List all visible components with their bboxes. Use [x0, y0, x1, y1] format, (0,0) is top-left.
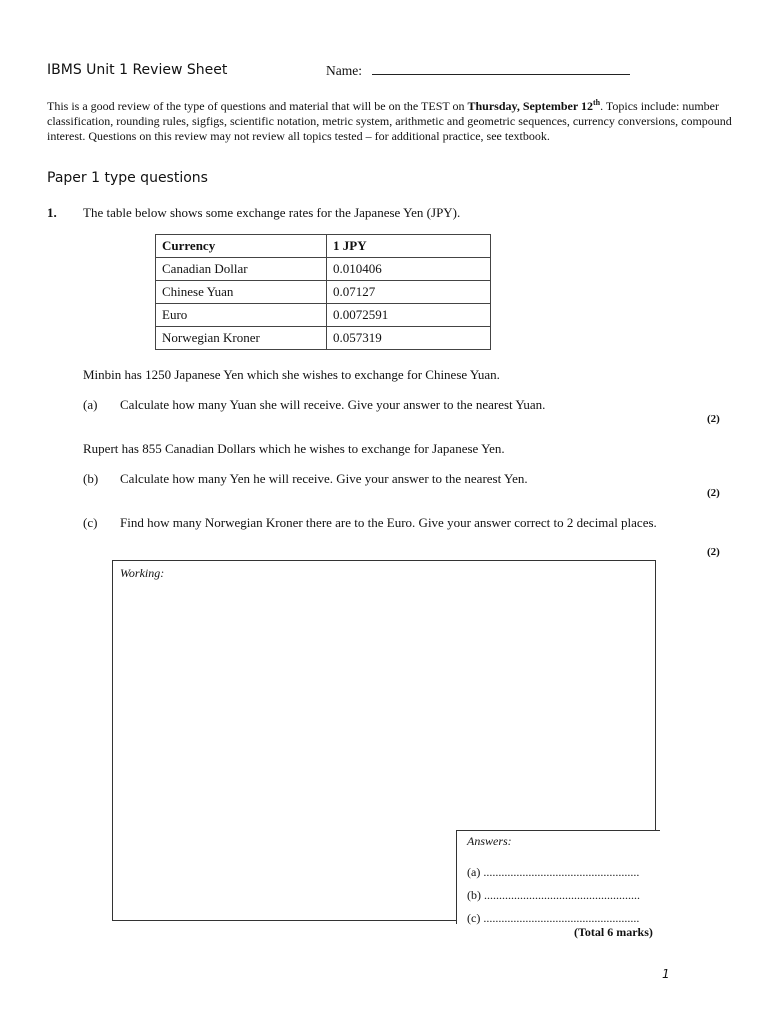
question-number: 1.: [47, 205, 57, 220]
answer-line-b[interactable]: (b) ....................................................: [467, 888, 640, 902]
answer-line-c[interactable]: (c) ....................................................: [467, 911, 640, 925]
table-cell: Norwegian Kroner: [156, 327, 327, 350]
table-header: 1 JPY: [327, 235, 491, 258]
table-cell: Canadian Dollar: [156, 258, 327, 281]
section-heading: Paper 1 type questions: [47, 170, 208, 186]
part-c-marks: (2): [707, 546, 720, 558]
table-header-row: [156, 235, 491, 258]
exchange-rate-table: [155, 234, 491, 350]
table-row: [156, 327, 491, 350]
name-blank-line[interactable]: [372, 64, 630, 75]
intro-text: This is a good review of the type of questions and material that will be on the TEST on: [47, 99, 465, 113]
table-cell: 0.057319: [327, 327, 491, 350]
context-a: Minbin has 1250 Japanese Yen which she wishes to exchange for Chinese Yuan.: [83, 367, 500, 382]
table-row: [156, 258, 491, 281]
part-a-text: Calculate how many Yuan she will receive. Give your answer to the nearest Yuan.: [120, 397, 546, 412]
context-b: Rupert has 855 Canadian Dollars which he wishes to exchange for Japanese Yen.: [83, 441, 505, 456]
part-b-text: Calculate how many Yen he will receive. Give your answer to the nearest Yen.: [120, 471, 528, 486]
total-marks: (Total 6 marks): [574, 925, 653, 939]
page-number: 1: [662, 967, 670, 981]
working-label: Working:: [120, 566, 165, 580]
part-c-label: (c): [83, 515, 98, 530]
name-field[interactable]: [326, 63, 630, 79]
name-label: Name:: [326, 63, 362, 78]
answer-line-a[interactable]: (a) ....................................................: [467, 865, 640, 879]
part-a-marks: (2): [707, 413, 720, 425]
intro-paragraph: This is a good review of the type of questions and material that will be on the TEST on Thursday, September 12th. Topics include: number classification, rounding rules, sigfigs, scientific notation, metric system, arithmetic and geometric sequences, currency conversions, compound interest. Questions on this review may not review all topics tested – for additional practice, see textbook.: [47, 98, 732, 143]
table-cell: 0.010406: [327, 258, 491, 281]
table-header: Currency: [156, 235, 327, 258]
part-b-marks: (2): [707, 487, 720, 499]
table-cell: 0.0072591: [327, 304, 491, 327]
table-cell: 0.07127: [327, 281, 491, 304]
document-title: IBMS Unit 1 Review Sheet: [47, 62, 228, 78]
question-intro: The table below shows some exchange rates for the Japanese Yen (JPY).: [83, 205, 461, 220]
intro-topics: Topics include: number classification, rounding rules, sigfigs, scientific notation, metric system, arithmetic and geometric sequences, currency conversions, compound interest. Questions on this review may not review all topics tested – for additional practice, see textbook.: [47, 99, 732, 143]
table-cell: Chinese Yuan: [156, 281, 327, 304]
table-row: [156, 281, 491, 304]
part-b-label: (b): [83, 471, 99, 486]
part-c-text: Find how many Norwegian Kroner there are to the Euro. Give your answer correct to 2 decimal places.: [120, 515, 657, 530]
test-date: Thursday, September 12th: [467, 98, 601, 113]
part-a-label: (a): [83, 397, 98, 412]
table-row: [156, 304, 491, 327]
answers-label: Answers:: [467, 834, 512, 848]
table-cell: Euro: [156, 304, 327, 327]
